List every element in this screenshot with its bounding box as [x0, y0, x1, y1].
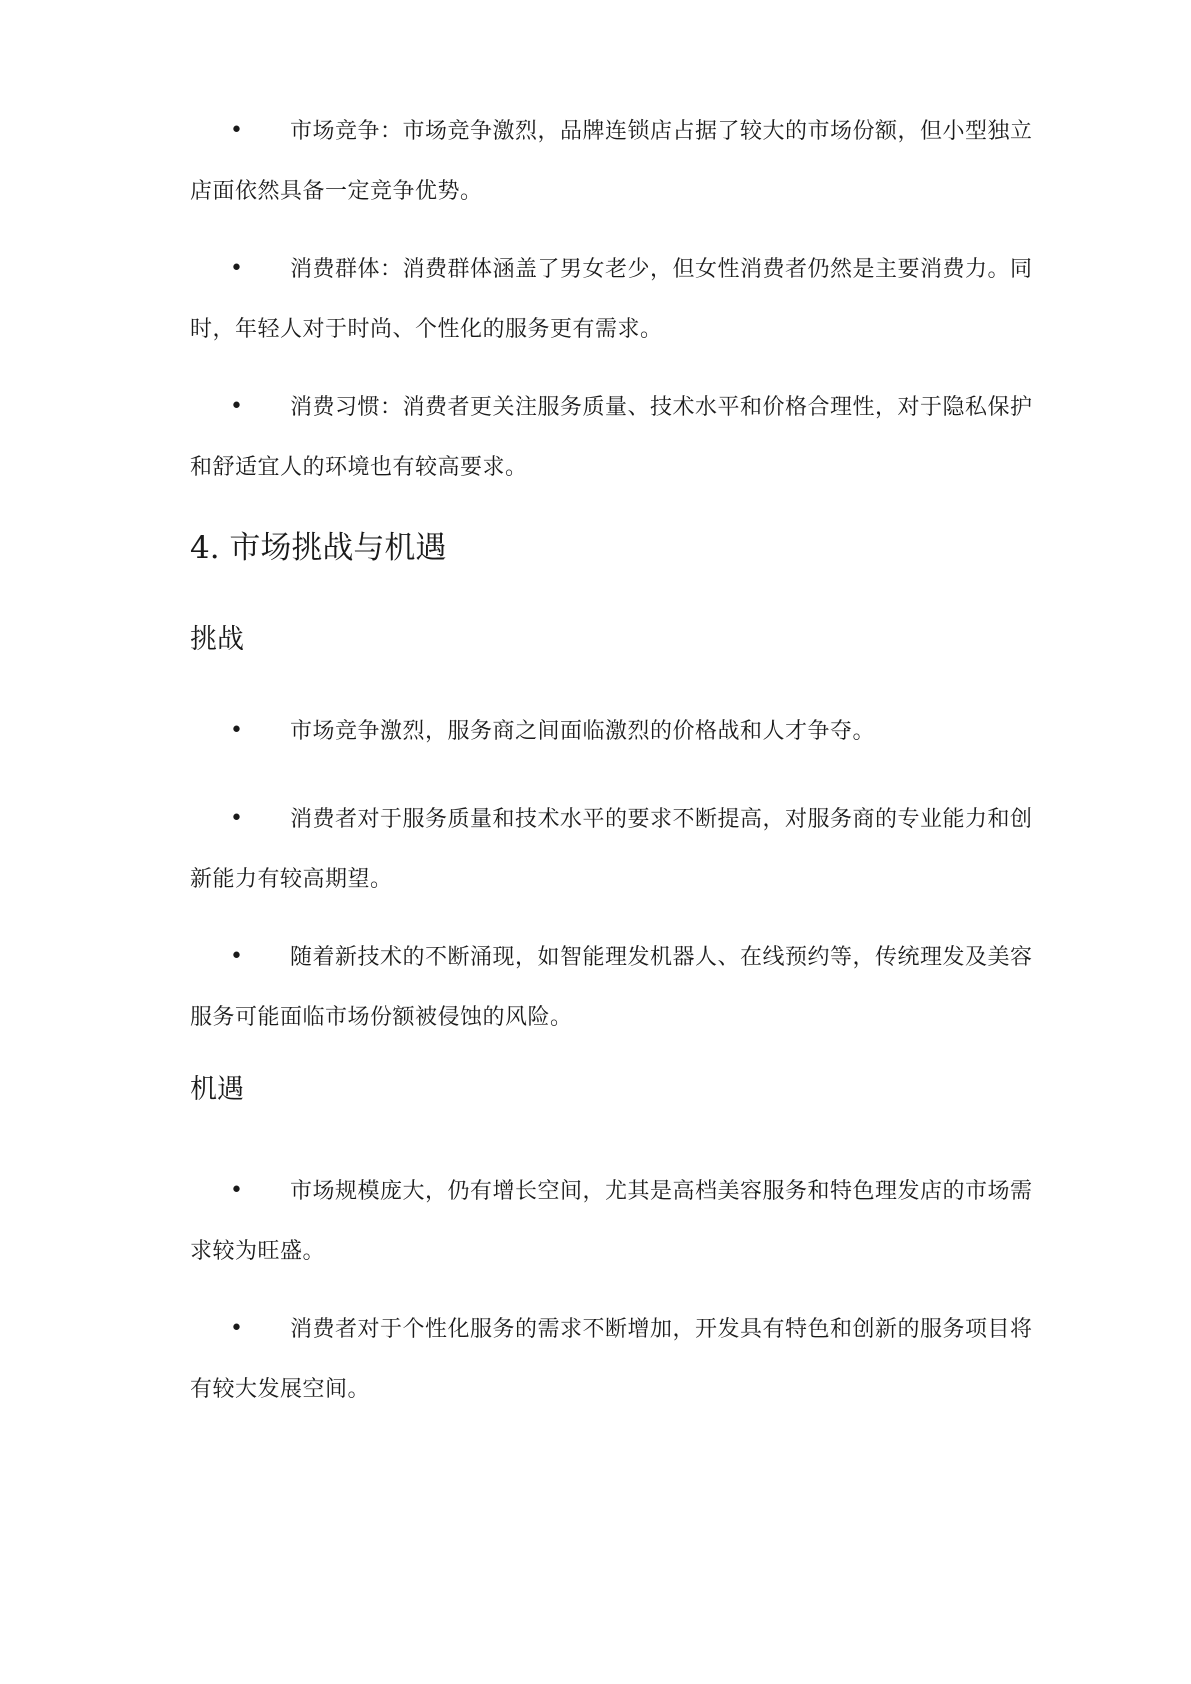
bullet-marker: • [230, 118, 243, 143]
list-item [190, 378, 1050, 498]
bullet-marker: • [230, 806, 243, 831]
list-item [190, 240, 1050, 360]
list-item [190, 928, 1050, 1048]
list-item [190, 790, 1050, 910]
section-title: 4. 市场挑战与机遇 [190, 530, 447, 566]
bullet-marker: • [230, 1178, 243, 1203]
list-item [190, 1162, 1050, 1282]
list-item [190, 102, 1050, 222]
list-item-text: 市场规模庞大，仍有增长空间，尤其是高档美容服务和特色理发店的市场需求较为旺盛。 [190, 1179, 1033, 1264]
list-item-text: 消费者对于个性化服务的需求不断增加，开发具有特色和创新的服务项目将有较大发展空间。 [190, 1317, 1033, 1402]
bullet-marker: • [230, 256, 243, 281]
subsection-heading-challenges: 挑战 [190, 624, 244, 655]
list-item-text: 消费习惯：消费者更关注服务质量、技术水平和价格合理性，对于隐私保护和舒适宜人的环境也有较高要求。 [190, 395, 1033, 480]
list-item [190, 702, 1050, 762]
bullet-marker: • [230, 1316, 243, 1341]
list-item-text: 消费者对于服务质量和技术水平的要求不断提高，对服务商的专业能力和创新能力有较高期望。 [190, 807, 1033, 892]
bullet-marker: • [230, 718, 243, 743]
bullet-marker: • [230, 394, 243, 419]
list-item-text: 市场竞争：市场竞争激烈，品牌连锁店占据了较大的市场份额，但小型独立店面依然具备一定竞争优势。 [190, 119, 1033, 204]
list-item [190, 1300, 1050, 1420]
list-item-text: 消费群体：消费群体涵盖了男女老少，但女性消费者仍然是主要消费力。同时，年轻人对于时尚、个性化的服务更有需求。 [190, 257, 1033, 342]
list-item-text: 市场竞争激烈，服务商之间面临激烈的价格战和人才争夺。 [290, 719, 876, 744]
bullet-marker: • [230, 944, 243, 969]
list-item-text: 随着新技术的不断涌现，如智能理发机器人、在线预约等，传统理发及美容服务可能面临市场份额被侵蚀的风险。 [190, 945, 1033, 1030]
subsection-heading-opportunities: 机遇 [190, 1074, 244, 1105]
